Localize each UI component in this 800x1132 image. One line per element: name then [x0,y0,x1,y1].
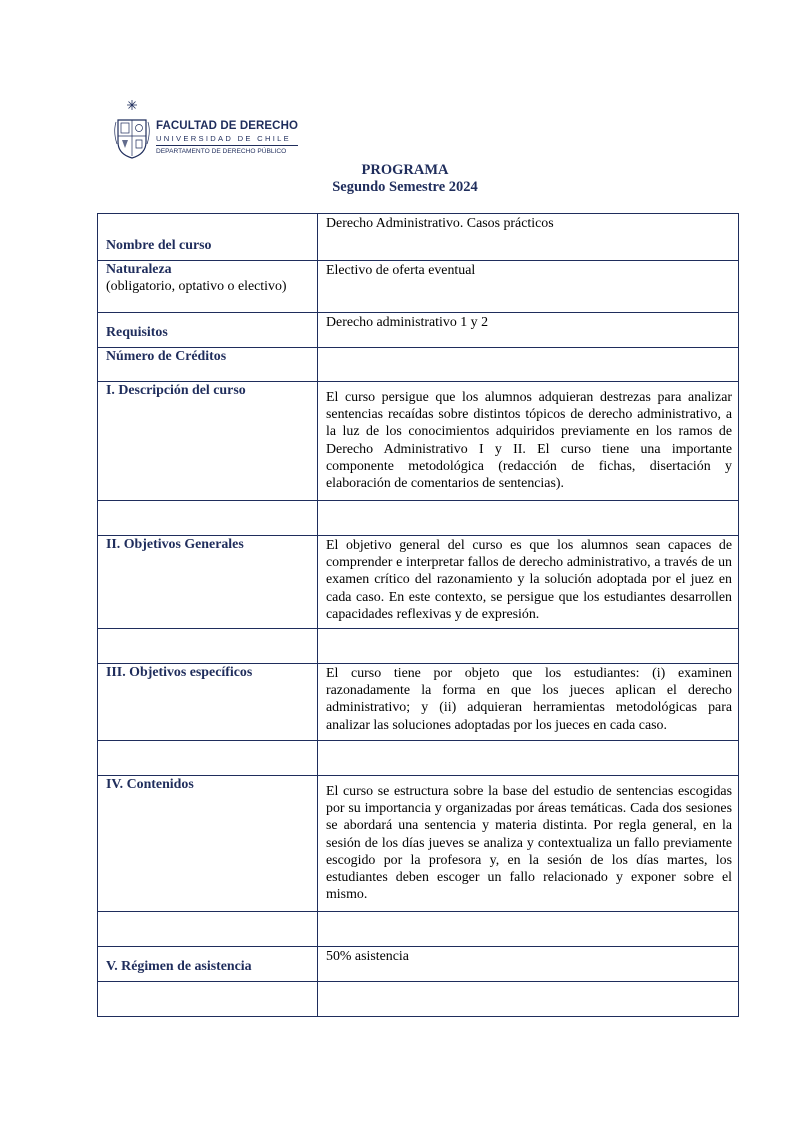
label-requisitos: Requisitos [98,313,318,348]
row-asistencia [98,947,739,982]
page-header [0,162,800,196]
faculty-logo [112,98,312,162]
value-objetivos-especificos: El curso tiene por objeto que los estudiantes: (i) examinen razonadamente la forma en que los jueces aplican el derecho administrativo; y (ii) adquieran herramientas metodológicas para analizar las soluciones adoptadas por los jueces en cada caso. [318,664,739,741]
label-nombre: Nombre del curso [98,214,318,261]
label-creditos: Número de Créditos [98,348,318,382]
row-spacer-5 [98,982,739,1017]
row-nombre [98,214,739,261]
row-creditos [98,348,739,382]
label-naturaleza: Naturaleza (obligatorio, optativo o electivo) [98,261,318,313]
row-objetivos-especificos [98,664,739,741]
row-spacer-1 [98,501,739,536]
label-asistencia: V. Régimen de asistencia [98,947,318,982]
logo-department-name: DEPARTAMENTO DE DERECHO PÚBLICO [156,145,298,156]
logo-university-name: UNIVERSIDAD DE CHILE [156,134,292,143]
value-naturaleza: Electivo de oferta eventual [318,261,739,313]
label-objetivos-generales: II. Objetivos Generales [98,536,318,629]
value-asistencia: 50% asistencia [318,947,739,982]
row-spacer-3 [98,741,739,776]
value-creditos [318,348,739,382]
row-requisitos [98,313,739,348]
value-contenidos: El curso se estructura sobre la base del estudio de sentencias escogidas por su importancia y organizadas por áreas temáticas. Cada dos sesiones se abordará una sentencia y materia distinta. Por regla general, en la sesión de los días jueves se analiza y contextualiza un fallo previamente escogido por la profesora y, en la sesión de los días martes, los estudiantes deben escoger un fallo relacionado y exponer sobre el mismo. [318,776,739,912]
value-requisitos: Derecho administrativo 1 y 2 [318,313,739,348]
row-naturaleza [98,261,739,313]
logo-faculty-name: FACULTAD DE DERECHO [156,120,299,132]
label-descripcion: I. Descripción del curso [98,382,318,501]
page-title: PROGRAMA [361,162,449,178]
row-contenidos [98,776,739,912]
value-nombre: Derecho Administrativo. Casos prácticos [318,214,739,261]
row-spacer-2 [98,629,739,664]
value-descripcion: El curso persigue que los alumnos adquieran destrezas para analizar sentencias recaídas sobre distintos tópicos de derecho administrativo, a la luz de los conocimientos adquiridos previamente en los ramos de Derecho Administrativo I y II. El curso tiene una importante componente metodológica (redacción de fichas, disertación y elaboración de comentarios de sentencias). [318,382,739,501]
label-objetivos-especificos: III. Objetivos específicos [98,664,318,741]
page-subtitle: Segundo Semestre 2024 [332,179,478,195]
value-objetivos-generales: El objetivo general del curso es que los alumnos sean capaces de comprender e interpretar fallos de derecho administrativo, a través de un examen crítico del razonamiento y la solución adoptada por el juez en cada caso. En este contexto, se persigue que los estudiantes desarrollen capacidades reflexivas y de expresión. [318,536,739,629]
row-descripcion [98,382,739,501]
university-crest-icon [112,98,152,162]
row-objetivos-generales [98,536,739,629]
label-contenidos: IV. Contenidos [98,776,318,912]
row-spacer-4 [98,912,739,947]
program-table [97,213,739,1017]
